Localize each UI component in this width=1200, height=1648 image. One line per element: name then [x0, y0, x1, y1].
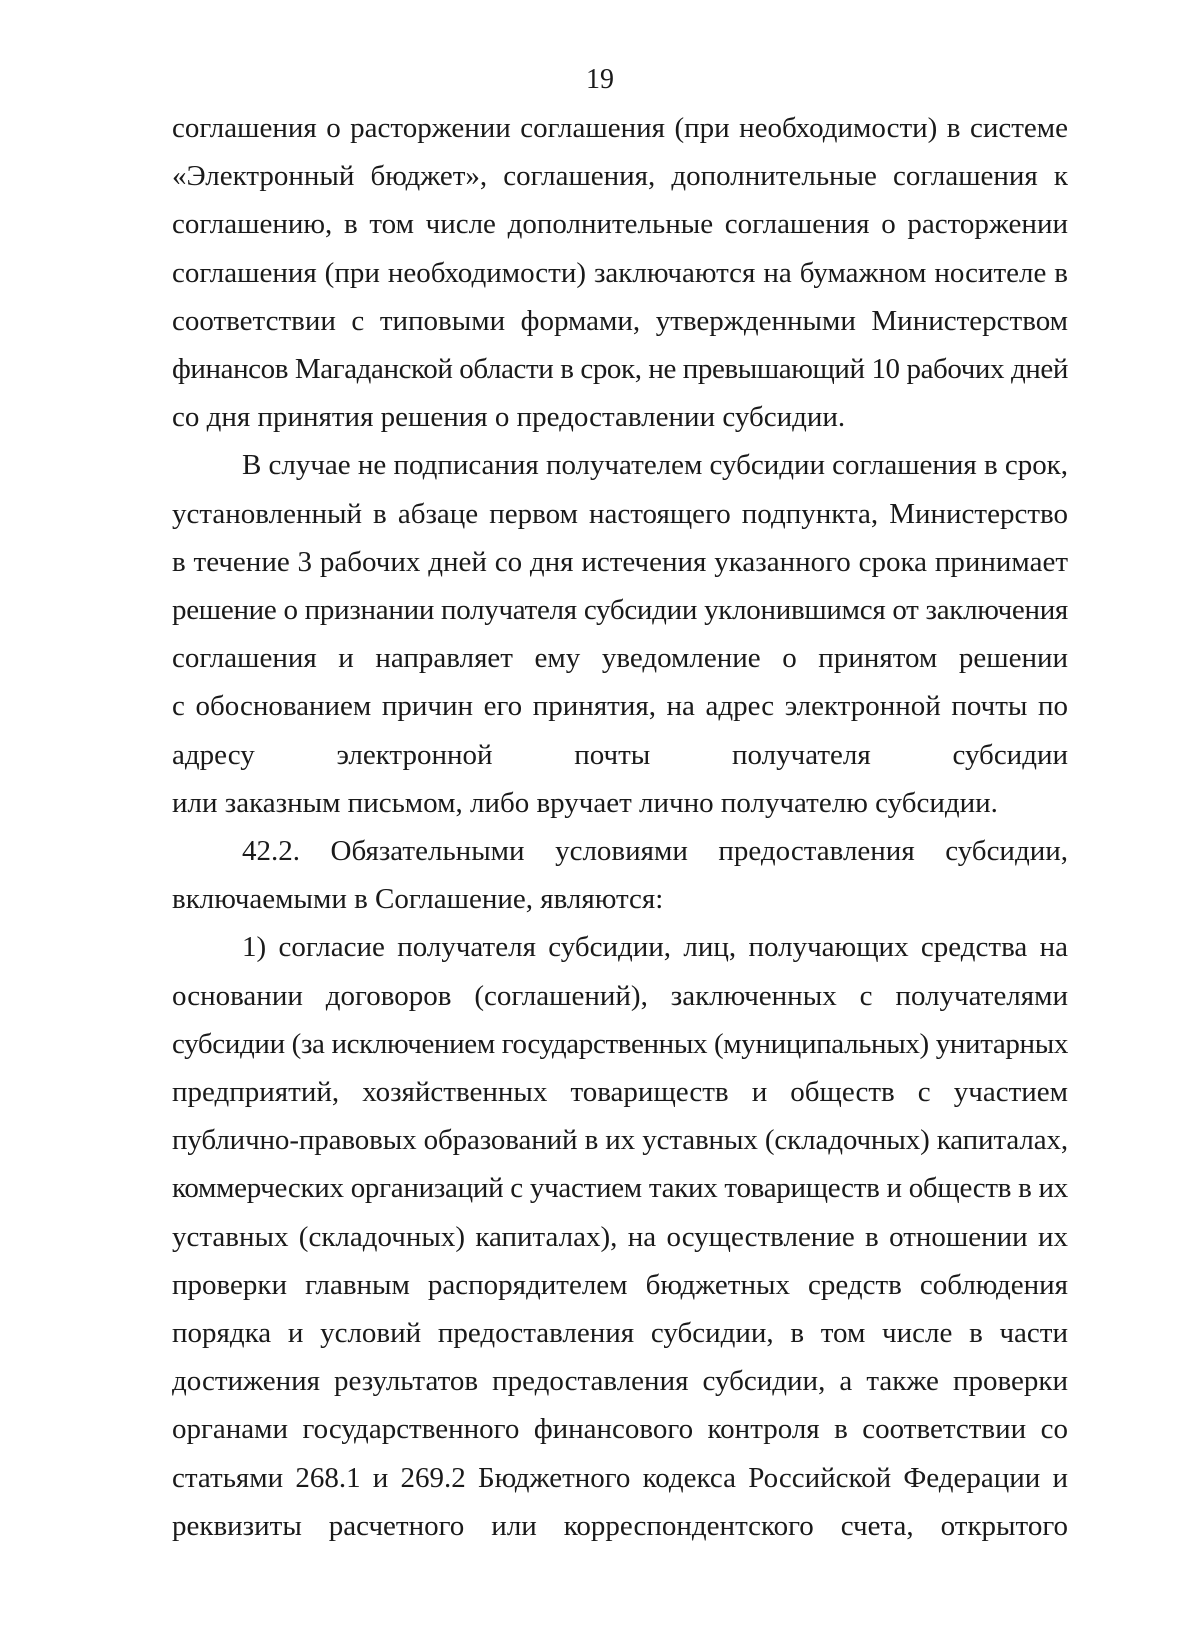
- text-line: предприятий, хозяйственных товариществ и обществ с участием: [172, 1076, 1068, 1109]
- text-line: основании договоров (соглашений), заключенных с получателями: [172, 979, 1068, 1012]
- text-line: уставных (складочных) капиталах), на осуществление в отношении их: [172, 1220, 1068, 1253]
- text-line: установленный в абзаце первом настоящего подпункта, Министерство: [172, 497, 1068, 530]
- text-line: 42.2. Обязательными условиями предоставления субсидии,: [242, 835, 1068, 868]
- text-line: «Электронный бюджет», соглашения, дополнительные соглашения к: [172, 160, 1068, 193]
- text-line: с обоснованием причин его принятия, на адрес электронной почты по: [172, 690, 1068, 723]
- text-line: органами государственного финансового контроля в соответствии со: [172, 1413, 1068, 1446]
- page-number: 19: [586, 64, 614, 95]
- text-line: достижения результатов предоставления субсидии, а также проверки: [172, 1365, 1068, 1398]
- text-line: соглашения (при необходимости) заключаются на бумажном носителе в: [172, 256, 1068, 289]
- text-line: финансов Магаданской области в срок, не превышающий 10 рабочих дней: [172, 353, 1068, 386]
- text-line: проверки главным распорядителем бюджетных средств соблюдения: [172, 1268, 1068, 1301]
- text-line: коммерческих организаций с участием таких товариществ и обществ в их: [172, 1172, 1068, 1205]
- text-line: статьями 268.1 и 269.2 Бюджетного кодекса Российской Федерации и: [172, 1461, 1068, 1494]
- text-line: со дня принятия решения о предоставлении субсидии.: [172, 401, 846, 434]
- text-line: в течение 3 рабочих дней со дня истечения указанного срока принимает: [172, 545, 1068, 578]
- text-line: В случае не подписания получателем субсидии соглашения в срок,: [242, 449, 1068, 482]
- text-line: субсидии (за исключением государственных (муниципальных) унитарных: [172, 1027, 1068, 1060]
- body-text: [172, 104, 1068, 1550]
- text-line: 1) согласие получателя субсидии, лиц, получающих средства на: [242, 931, 1068, 964]
- text-line: или заказным письмом, либо вручает лично получателю субсидии.: [172, 786, 998, 819]
- text-line: соглашения о расторжении соглашения (при необходимости) в системе: [172, 112, 1068, 144]
- text-line: реквизиты расчетного или корреспондентского счета, открытого: [172, 1509, 1068, 1542]
- text-line: соглашения и направляет ему уведомление о принятом решении: [172, 642, 1068, 675]
- text-line: публично-правовых образований в их уставных (складочных) капиталах,: [172, 1124, 1068, 1157]
- text-line: решение о признании получателя субсидии уклонившимся от заключения: [172, 594, 1068, 627]
- text-line: порядка и условий предоставления субсидии, в том числе в части: [172, 1317, 1068, 1350]
- text-line: включаемыми в Соглашение, являются:: [172, 883, 664, 916]
- text-line: адресу электронной почты получателя субсидии: [172, 738, 1068, 771]
- text-line: соглашению, в том числе дополнительные соглашения о расторжении: [172, 208, 1068, 241]
- text-line: соответствии с типовыми формами, утвержденными Министерством: [172, 304, 1068, 337]
